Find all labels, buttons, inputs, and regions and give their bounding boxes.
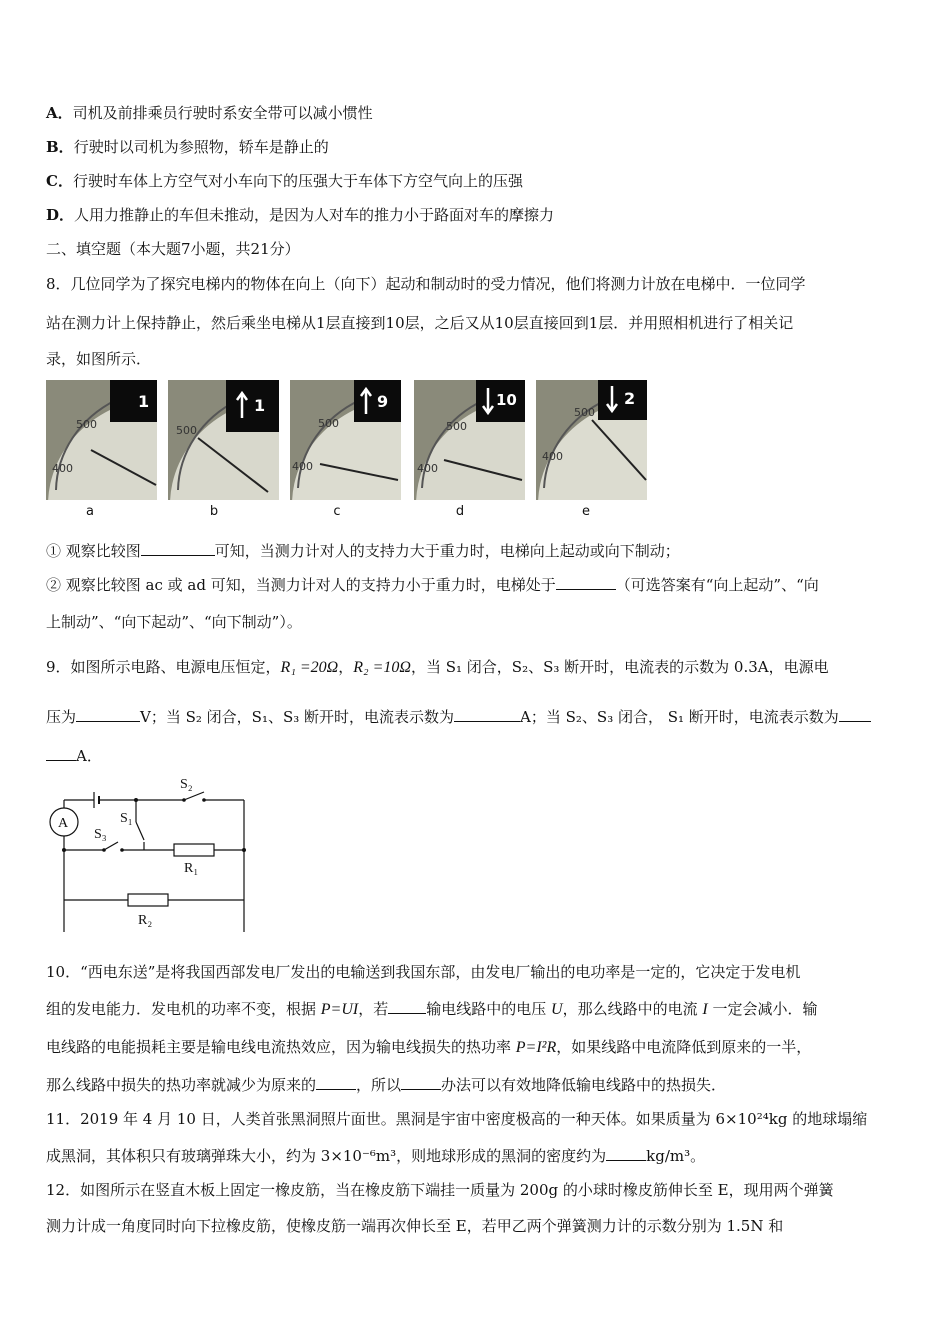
- q9-r2: R₂ =10Ω: [353, 659, 411, 676]
- q11-l2b: kg/m³。: [646, 1147, 706, 1165]
- q8-line-2: 站在测力计上保持静止，然后乘坐电梯从1层直接到10层，之后又从10层直接回到1层．并用照相机进行了相关记: [46, 314, 794, 332]
- q11-line-2: [46, 1146, 705, 1166]
- answer-blank[interactable]: [46, 746, 76, 761]
- answer-blank[interactable]: [76, 707, 140, 722]
- q10-line-4: [46, 1075, 726, 1095]
- caption-b: b: [209, 504, 219, 519]
- option-a: [46, 103, 373, 123]
- resistor-r1: [174, 844, 214, 856]
- q8-sub1: [46, 541, 680, 561]
- caption-e: e: [582, 504, 590, 519]
- option-c-text: 行驶时车体上方空气对小车向下的压强大于车体下方空气向上的压强: [72, 172, 523, 190]
- answer-blank[interactable]: [141, 541, 215, 556]
- answer-blank[interactable]: [454, 707, 520, 722]
- floor-badge: [598, 380, 647, 420]
- q10-l2a: 组的发电能力．发电机的功率不变，根据: [46, 1000, 321, 1018]
- q8-sub1-a: ① 观察比较图: [46, 542, 141, 560]
- option-c-label: C．: [46, 172, 73, 190]
- q8-line-3: 录，如图所示．: [46, 350, 152, 368]
- q9-line-3: [46, 746, 102, 766]
- answer-blank[interactable]: [606, 1146, 646, 1161]
- answer-blank[interactable]: [556, 575, 616, 590]
- option-a-text: 司机及前排乘员行驶时系安全带可以减小惯性: [72, 104, 373, 122]
- option-b: [46, 137, 329, 157]
- s2-label: S₂: [180, 777, 193, 792]
- option-c: [46, 171, 523, 191]
- q9-line-1: [46, 657, 829, 678]
- floor-badge: [110, 380, 157, 422]
- q10-line-3: [46, 1037, 811, 1058]
- q10-l2d: ，那么线路中的电流: [562, 1000, 703, 1018]
- s1-label: S₁: [120, 811, 133, 826]
- scale-photo-d: [414, 380, 525, 500]
- q9-e: A；当 S₂、S₃ 闭合， S₁ 断开时，电流表示数为: [520, 708, 839, 726]
- option-d-text: 人用力推静止的车但未推动，是因为人对车的推力小于路面对车的摩擦力: [74, 206, 555, 224]
- answer-blank[interactable]: [839, 707, 871, 722]
- q11-line-1: 11．2019 年 4 月 10 日，人类首张黑洞照片面世。黑洞是宇宙中密度极高的一种天体。如果质量为 6×10²⁴kg 的地球塌缩: [46, 1110, 868, 1128]
- scale-photo-e: [536, 380, 647, 500]
- scale-photo-a: [46, 380, 157, 500]
- scale-label-lo: 400: [292, 460, 313, 473]
- floor-number: 9: [377, 392, 389, 411]
- q10-l2e: 一定会减小．输: [707, 1000, 818, 1018]
- q8-sub2-b: （可选答案有“向上起动”、“向: [615, 576, 819, 594]
- switch-s1: [136, 822, 144, 840]
- q8-sub2-cont: 上制动”、“向下起动”、“向下制动”）。: [46, 613, 302, 631]
- q9-f: A．: [76, 747, 102, 765]
- q10-l3a: 电线路的电能损耗主要是输电线电流热效应，因为输电线损失的热功率: [46, 1038, 516, 1056]
- q10-formula-pui: P=UI: [320, 1001, 359, 1018]
- answer-blank[interactable]: [316, 1075, 356, 1090]
- q10-l2c: 输电线路中的电压: [426, 1000, 552, 1018]
- scale-photo-c: [290, 380, 401, 500]
- q9-a: 9．如图所示电路、电源电压恒定，: [46, 658, 281, 676]
- scale-label-hi: 500: [318, 417, 339, 430]
- resistor-r2: [128, 894, 168, 906]
- option-d-label: D．: [46, 206, 75, 224]
- q9-c: 压为: [46, 708, 77, 726]
- scale-label-lo: 400: [52, 462, 73, 475]
- scale-label-lo: 400: [542, 450, 563, 463]
- answer-blank[interactable]: [388, 999, 426, 1014]
- caption-d: d: [455, 504, 465, 519]
- q9-r1: R₁ =20Ω: [280, 659, 339, 676]
- switch-s3: [104, 842, 118, 850]
- floor-number: 1: [254, 396, 266, 415]
- q8-sub1-b: 可知，当测力计对人的支持力大于重力时，电梯向上起动或向下制动；: [214, 542, 680, 560]
- q10-u: U: [551, 1001, 563, 1018]
- q8-sub2-a: ② 观察比较图 ac 或 ad 可知，当测力计对人的支持力小于重力时，电梯处于: [46, 576, 556, 594]
- q10-l4b: ，所以: [356, 1076, 402, 1094]
- caption-c: c: [333, 504, 341, 519]
- section-heading: 二、填空题（本大题7小题，共21分）: [46, 240, 300, 258]
- r2-label: R₂: [138, 913, 153, 928]
- q10-l3b: ，如果线路中电流降低到原来的一半，: [556, 1038, 812, 1056]
- q10-formula-pi2r: P=I²R: [515, 1039, 557, 1056]
- floor-number: 1: [138, 392, 150, 411]
- q9-d: V；当 S₂ 闭合，S₁、S₃ 断开时，电流表示数为: [140, 708, 455, 726]
- q12-line-1: 12．如图所示在竖直木板上固定一橡皮筋，当在橡皮筋下端挂一质量为 200g 的小球时橡皮筋伸长至 E，现用两个弹簧: [46, 1181, 834, 1199]
- circuit-diagram: [44, 770, 264, 944]
- q11-l2a: 成黑洞，其体积只有玻璃弹珠大小，约为 3×10⁻⁶m³，则地球形成的黑洞的密度约为: [46, 1147, 607, 1165]
- q10-line-2: [46, 999, 817, 1020]
- floor-number: 10: [496, 391, 517, 409]
- caption-a: a: [86, 504, 94, 519]
- scale-label-hi: 500: [446, 420, 467, 433]
- s3-label: S₃: [94, 827, 107, 842]
- q10-i: I: [702, 1001, 708, 1018]
- scale-label-hi: 500: [574, 406, 595, 419]
- scale-photos: [46, 380, 656, 520]
- scale-label-lo: 400: [417, 462, 438, 475]
- answer-blank[interactable]: [401, 1075, 441, 1090]
- q8-line-1: 8．几位同学为了探究电梯内的物体在向上（向下）起动和制动时的受力情况，他们将测力计放在电梯中．一位同学: [46, 275, 806, 293]
- floor-badge: [226, 380, 279, 432]
- q10-line-1: 10．“西电东送”是将我国西部发电厂发出的电输送到我国东部，由发电厂输出的电功率是一定的，它决定于发电机: [46, 963, 801, 981]
- scale-label-hi: 500: [76, 418, 97, 431]
- option-b-text: 行驶时以司机为参照物，轿车是静止的: [73, 138, 329, 156]
- q9-b: ，当 S₁ 闭合，S₂、S₃ 断开时，电流表的示数为 0.3A，电源电: [410, 658, 829, 676]
- q8-sub2: [46, 575, 819, 595]
- option-b-label: B．: [46, 138, 74, 156]
- ammeter-label: A: [58, 816, 69, 831]
- option-d: [46, 205, 554, 225]
- option-a-label: A．: [46, 104, 73, 122]
- q9-sep: ，: [338, 658, 354, 676]
- q10-l4a: 那么线路中损失的热功率就减少为原来的: [46, 1076, 317, 1094]
- scale-photo-b: [168, 380, 279, 500]
- floor-number: 2: [624, 389, 636, 408]
- switch-s2: [184, 792, 204, 800]
- q9-line-2: [46, 707, 871, 727]
- q10-l2b: ，若: [358, 1000, 389, 1018]
- q12-line-2: 测力计成一角度同时向下拉橡皮筋，使橡皮筋一端再次伸长至 E，若甲乙两个弹簧测力计的示数分别为 1.5N 和: [46, 1217, 784, 1235]
- q10-l4c: 办法可以有效地降低输电线路中的热损失．: [441, 1076, 727, 1094]
- scale-label-hi: 500: [176, 424, 197, 437]
- r1-label: R₁: [184, 861, 199, 876]
